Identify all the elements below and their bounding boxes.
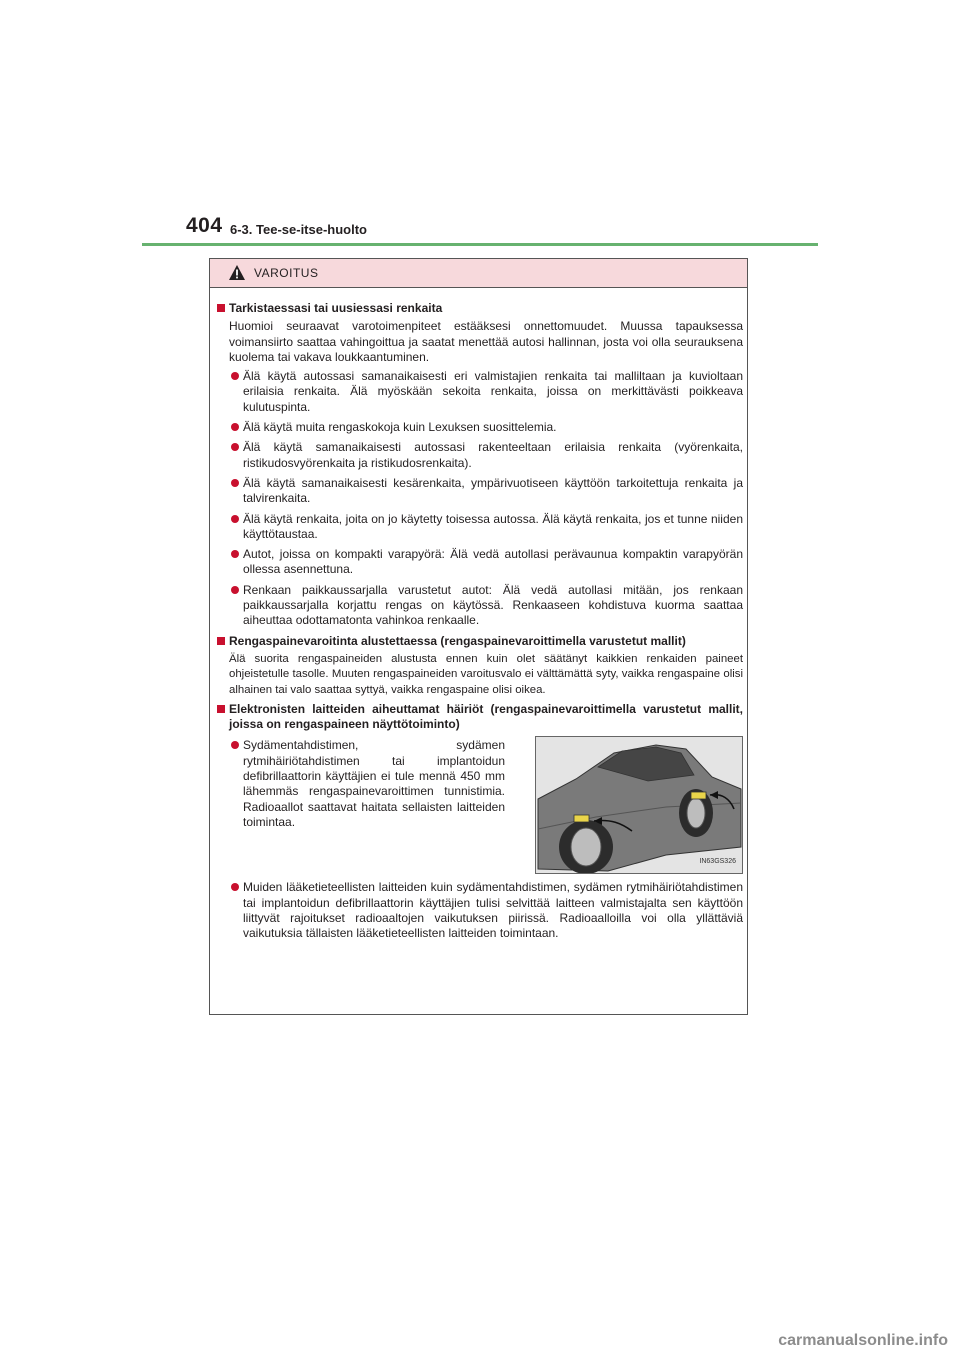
section-title: 6-3. Tee-se-itse-huolto xyxy=(230,222,368,237)
warning-triangle-icon xyxy=(228,264,246,281)
section-heading-tire-check: Tarkistaessasi tai uusiessasi renkaita xyxy=(217,301,743,316)
header-rule xyxy=(142,243,818,246)
list-item: Älä käytä muita rengaskokoja kuin Lexuksen suosittelemia. xyxy=(217,420,743,435)
warning-title: VAROITUS xyxy=(254,266,319,280)
list-item: Renkaan paikkaussarjalla varustetut autot: Älä vedä autollasi mitään, jos renkaan paikkaussarjalla korjattu rengas on käytössä. Renkaaseen kohdistuva kuorma saattaa aiheuttaa odottamatonta vahinkoa renkaalle. xyxy=(217,583,743,629)
section-text: Älä suorita rengaspaineiden alustusta ennen kuin olet säätänyt kaikkien renkaiden paineet ohjeistetulle tasolle. Muuten rengaspaineiden varoitusvalo ei välttämättä syty, vaikka rengaspaine olisi alhainen tai valo saattaa syttyä, vaikka rengaspaine olisi oikea. xyxy=(229,652,743,696)
warning-content xyxy=(217,301,743,947)
list-item: Autot, joissa on kompakti varapyörä: Älä vedä autollasi perävaunua kompaktin varapyörän ollessa asennettuna. xyxy=(217,547,743,578)
page-number: 404 xyxy=(186,214,223,237)
figure-code: IN63GS326 xyxy=(699,858,736,866)
list-item: Älä käytä autossasi samanaikaisesti eri valmistajien renkaita tai malliltaan ja kuvioltaan erilaisia renkaita. Älä myöskään sekoita renkaita, joissa on merkittävästi poikkeava kulutuspinta. xyxy=(217,369,743,415)
figure-row xyxy=(217,736,743,874)
list-item: Sydämentahdistimen, sydämen rytmihäiriötahdistimen tai implantoidun defibrillaattorin käyttäjien ei tule mennä 450 mm lähemmäs rengaspainevaroittimen tunnistimia. Radioaallot saattavat haitata sellaisten laitteiden toimintaa. xyxy=(217,738,505,869)
section-heading-pressure-init: Rengaspainevaroitinta alustettaessa (rengaspainevaroittimella varustetut mallit) xyxy=(217,634,743,649)
page-header xyxy=(186,214,826,244)
section-heading-interference: Elektronisten laitteiden aiheuttamat häiriöt (rengaspainevaroittimella varustetut mallit, joissa on rengaspaineen näyttötoiminto) xyxy=(217,702,743,733)
section-intro: Huomioi seuraavat varotoimenpiteet estääksesi onnettomuudet. Muussa tapauksessa voimansiirto saattaa vahingoittua ja saatat menettää autosi hallinnan, josta voi olla seurauksena kuolema tai vakava loukkaantuminen. xyxy=(229,319,743,364)
car-sensor-figure xyxy=(535,736,743,874)
watermark: carmanualsonline.info xyxy=(778,1332,948,1349)
list-item: Älä käytä renkaita, joita on jo käytetty toisessa autossa. Älä käytä renkaita, jos et tunne niiden käyttötaustaa. xyxy=(217,512,743,543)
warning-header xyxy=(210,259,747,288)
warning-box xyxy=(209,258,748,1015)
list-item: Muiden lääketieteellisten laitteiden kuin sydämentahdistimen, sydämen rytmihäiriötahdistimen tai implantoidun defibrillaattorin käyttäjien tulisi selvittää laitteen valmistajalta sen käyttöön liittyvät rajoitukset radioaaltojen vaikutuksen piirissä. Radioaalloilla voi olla yllättäviä vaikutuksia tällaisten lääketieteellisten laitteiden toimintaan. xyxy=(217,880,743,941)
list-item: Älä käytä samanaikaisesti autossasi rakenteeltaan erilaisia renkaita (vyörenkaita, ristikudosvyörenkaita ja ristikudosrenkaita). xyxy=(217,440,743,471)
list-item: Älä käytä samanaikaisesti kesärenkaita, ympärivuotiseen käyttöön tarkoitettuja renkaita ja talvirenkaita. xyxy=(217,476,743,507)
